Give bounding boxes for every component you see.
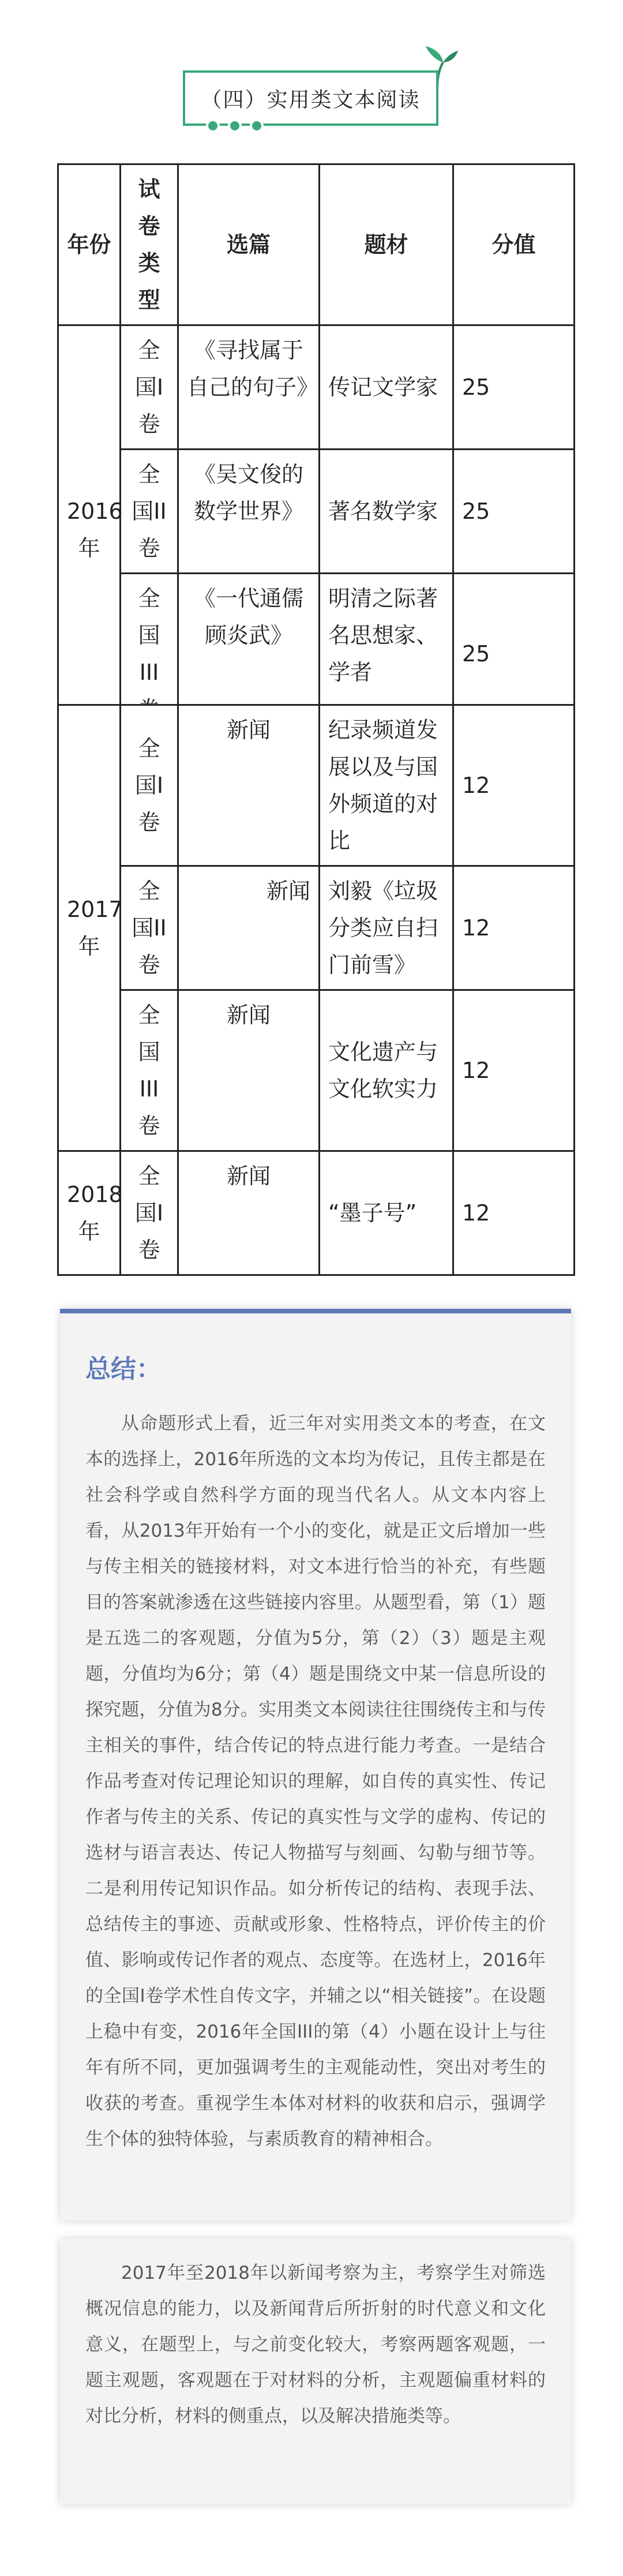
score-cell: 25: [453, 325, 575, 450]
score-cell: 25: [453, 450, 575, 574]
text-cell: 《一代通儒顾炎武》: [178, 574, 320, 735]
paper-cell: 全国I卷: [121, 1151, 178, 1275]
text-cell: 新闻: [178, 1151, 320, 1275]
summary-panel-continued: [60, 2239, 571, 2504]
summary-paragraph-1: 从命题形式上看，近三年对实用类文本的考查，在文本的选择上，2016年所选的文本均为传记，且传主都是在社会科学或自然科学方面的现当代名人。从文本内容上看，从2013年开始有一个小的变化，就是正文后增加一些与传主相关的链接材料，对文本进行恰当的补充，有些题目的答案就渗透在这些链接内容里。从题型看，第（1）题是五选二的客观题，分值为5分，第（2）（3）题是主观题，分值均为6分；第（4）题是围绕文中某一信息所设的探究题，分值为8分。实用类文本阅读往往围绕传主和与传主相关的事件，结合传记的特点进行能力考查。一是结合作品考查对传记理论知识的理解，如自传的真实性、传记作者与传主的关系、传记的真实性与文学的虚构、传记的选材与语言表达、传记人物描写与刻画、勾勒与细节等。二是利用传记知识作品。如分析传记的结构、表现手法、总结传主的事迹、贡献或形象、性格特点，评价传主的价值、影响或传记作者的观点、态度等。在选材上，2016年的全国I卷学术性自传文字，并辅之以“相关链接”。在设题上稳中有变，2016年全国III的第（4）小题在设计上与往年有所不同，更加强调考生的主观能动性，突出对考生的收获的考查。重视学生本体对材料的收获和启示，强调学生个体的独特体验，与素质教育的精神相合。: [85, 1413, 546, 2150]
score-cell: 25: [453, 574, 575, 735]
paper-cell: 全国II卷: [121, 866, 178, 990]
text-cell: 新闻: [178, 705, 320, 866]
table-row: [58, 990, 575, 1151]
table-header-row: [58, 164, 575, 325]
table-row: [58, 1151, 575, 1275]
table-row: [58, 325, 575, 450]
year-cell-2017: 2017年: [58, 705, 121, 1151]
section-title: （四）实用类文本阅读: [201, 88, 421, 112]
text-cell: 新闻: [178, 990, 320, 1151]
topic-cell: 刘毅《垃圾分类应自扫门前雪》: [320, 866, 453, 990]
topic-cell: 明清之际著名思想家、学者: [320, 574, 453, 735]
text-cell: 《寻找属于自己的句子》: [178, 325, 320, 450]
table-row: [58, 705, 575, 866]
header-paper: 试卷类型: [121, 164, 178, 325]
text-cell: 《吴文俊的数学世界》: [178, 450, 320, 574]
text-cell: 新闻: [178, 866, 320, 990]
paper-cell: 全国III: [121, 574, 178, 735]
topic-cell: 纪录频道发展以及与国外频道的对比: [320, 705, 453, 866]
badge-dots: [206, 119, 264, 133]
exam-table-2016: [57, 163, 575, 735]
score-cell: 12: [453, 1151, 575, 1275]
summary-paragraph-2: 2017年至2018年以新闻考察为主，考察学生对筛选概况信息的能力，以及新闻背后所折射的时代意义和文化意义，在题型上，与之前变化较大，考察两题客观题，一题主观题，客观题在于对材料的分析，主观题偏重材料的对比分析，材料的侧重点，以及解决措施类等。: [85, 2263, 546, 2427]
summary-title: 总结：: [85, 1354, 162, 1384]
score-cell: 12: [453, 866, 575, 990]
topic-cell: 传记文学家: [320, 325, 453, 450]
paper-cell: 全国II卷: [121, 450, 178, 574]
year-cell-2016: 2016年: [58, 325, 121, 735]
score-cell: 12: [453, 990, 575, 1151]
paper-cell: 全国III卷: [121, 990, 178, 1151]
table-row: [58, 450, 575, 574]
topic-cell: “墨子号”: [320, 1151, 453, 1275]
summary-panel: [60, 1309, 571, 2221]
header-year: 年份: [58, 164, 121, 325]
paper-cell: 全国I卷: [121, 325, 178, 450]
section-title-badge: [183, 70, 438, 126]
topic-cell: 文化遗产与文化软实力: [320, 990, 453, 1151]
table-row: [58, 866, 575, 990]
score-cell: 12: [453, 705, 575, 866]
header-topic: 题材: [320, 164, 453, 325]
topic-cell: 著名数学家: [320, 450, 453, 574]
header-text: 选篇: [178, 164, 320, 325]
header-score: 分值: [453, 164, 575, 325]
exam-table-2017-2018: [57, 704, 575, 1276]
year-cell-2018: 2018年: [58, 1151, 121, 1275]
paper-cell: 全国I卷: [121, 705, 178, 866]
